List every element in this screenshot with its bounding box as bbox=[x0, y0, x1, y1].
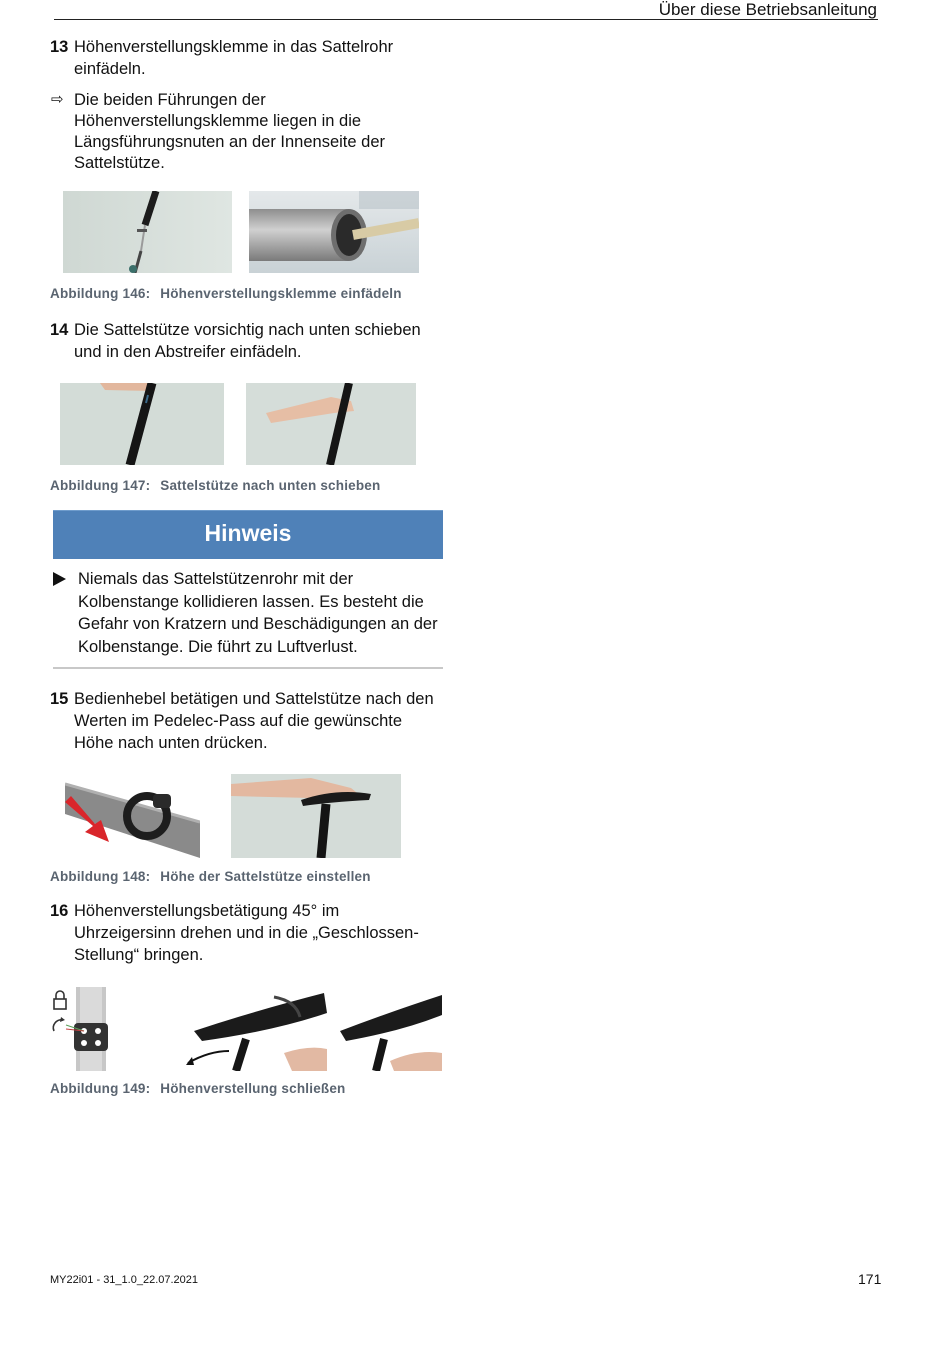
page-content bbox=[50, 36, 445, 1096]
header-title: Über diese Betriebsanleitung bbox=[658, 0, 877, 19]
notice-title: Hinweis bbox=[53, 510, 443, 559]
figure-147-photo-1 bbox=[60, 383, 224, 465]
header-rule bbox=[54, 19, 878, 20]
result-text: Die beiden Führungen der Höhenverstellungsklemme liegen in die Längsführungsnuten an der Innenseite der Sattelstütze. bbox=[74, 91, 385, 172]
figure-149-photo-2 bbox=[332, 987, 442, 1071]
step-16 bbox=[50, 900, 445, 966]
figure-146-images bbox=[50, 191, 445, 275]
notice-text: Niemals das Sattelstützenrohr mit der Kolbenstange kollidieren lassen. Es besteht die Gefahr von Kratzern und Beschädigungen an der Kolbenstange. Die führt zu Luftverlust. bbox=[78, 570, 438, 656]
step-number: 13 bbox=[50, 38, 69, 56]
bullet-triangle-icon bbox=[53, 572, 66, 586]
caption-title: Höhenverstellung schließen bbox=[160, 1081, 346, 1096]
step-15 bbox=[50, 688, 445, 754]
caption-title: Sattelstütze nach unten schieben bbox=[160, 478, 381, 493]
caption-label: Abbildung 149: bbox=[50, 1081, 151, 1096]
step-13 bbox=[50, 36, 445, 80]
figure-148-images bbox=[50, 774, 445, 858]
page-number: 171 bbox=[858, 1271, 882, 1287]
figure-149-caption bbox=[50, 1081, 445, 1096]
figure-148-photo-2 bbox=[231, 774, 401, 858]
notice-item bbox=[50, 568, 445, 658]
result-arrow-icon: ⇨ bbox=[51, 91, 64, 108]
caption-title: Höhenverstellungsklemme einfädeln bbox=[160, 286, 402, 301]
figure-146-photo-2 bbox=[249, 191, 419, 273]
figure-149-photo-1 bbox=[184, 987, 327, 1071]
step-14 bbox=[50, 319, 445, 363]
caption-title: Höhe der Sattelstütze einstellen bbox=[160, 869, 371, 884]
figure-146-photo-1 bbox=[63, 191, 232, 273]
caption-label: Abbildung 148: bbox=[50, 869, 151, 884]
step-number: 15 bbox=[50, 690, 69, 708]
step-number: 14 bbox=[50, 321, 69, 339]
figure-147-images bbox=[50, 383, 445, 467]
figure-147-caption bbox=[50, 478, 445, 493]
figure-148-photo-1 bbox=[65, 774, 200, 858]
caption-label: Abbildung 146: bbox=[50, 286, 151, 301]
figure-148-caption bbox=[50, 869, 445, 884]
step-number: 16 bbox=[50, 902, 69, 920]
figure-149-diagram bbox=[50, 987, 112, 1071]
caption-label: Abbildung 147: bbox=[50, 478, 151, 493]
figure-149-images bbox=[50, 987, 445, 1071]
figure-146-caption bbox=[50, 286, 445, 301]
step-text: Höhenverstellungsklemme in das Sattelrohr einfädeln. bbox=[74, 38, 394, 78]
notice-divider bbox=[53, 667, 443, 669]
step-text: Bedienhebel betätigen und Sattelstütze nach den Werten im Pedelec-Pass auf die gewünschte Höhe nach unten drücken. bbox=[74, 690, 434, 752]
footer-doc-id: MY22i01 - 31_1.0_22.07.2021 bbox=[50, 1274, 199, 1286]
notice-box bbox=[50, 510, 445, 669]
figure-147-photo-2 bbox=[246, 383, 416, 465]
step-text: Höhenverstellungsbetätigung 45° im Uhrzeigersinn drehen und in die „Geschlossen-Stellung“ bringen. bbox=[74, 902, 419, 964]
step-text: Die Sattelstütze vorsichtig nach unten schieben und in den Abstreifer einfädeln. bbox=[74, 321, 421, 361]
step-13-result bbox=[50, 90, 445, 174]
